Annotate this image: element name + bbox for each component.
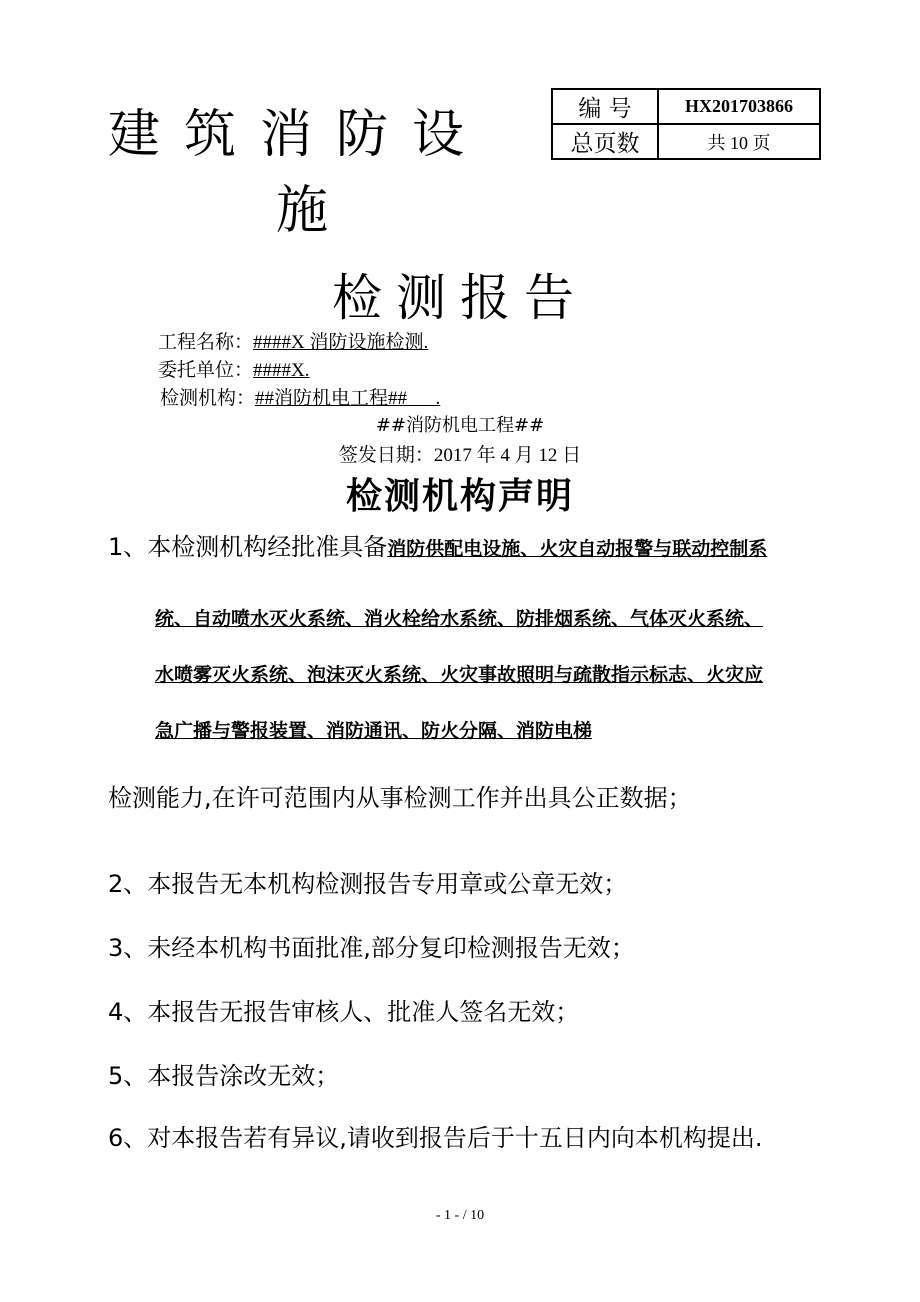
- client-value: ####X.: [253, 360, 310, 381]
- report-info-table: [551, 88, 821, 160]
- report-subtitle: 检测报告: [332, 269, 588, 327]
- client-label: 委托单位：: [158, 360, 254, 381]
- declaration-item-4: 4、本报告无报告审核人、批准人签名无效；: [108, 998, 580, 1026]
- report-number-label: 编 号: [552, 89, 658, 124]
- agency-name: ##消防机电工程##: [375, 415, 545, 436]
- report-number-value: HX201703866: [658, 89, 820, 124]
- declaration-title: 检测机构声明: [345, 476, 574, 517]
- page-indicator: - 1 - / 10: [435, 1208, 485, 1223]
- declaration-item-1-prefix: 1、本检测机构经批准具备: [108, 533, 388, 561]
- client-row: [158, 355, 310, 382]
- agency-value: ##消防机电工程## .: [255, 388, 441, 409]
- scope-line-1: 消防供配电设施、火灾自动报警与联动控制系: [387, 538, 768, 560]
- agency-label: 检测机构：: [160, 388, 256, 409]
- table-row: [552, 89, 820, 124]
- declaration-item-1: [108, 527, 767, 562]
- issue-date-label: 签发日期：: [338, 445, 434, 466]
- title-line-2: 施: [276, 181, 329, 241]
- project-name-row: [158, 327, 428, 354]
- issue-date-row: [0, 440, 920, 467]
- declaration-item-2: 2、本报告无本机构检测报告专用章或公章无效；: [108, 870, 628, 898]
- scope-line-2: 统、自动喷水灭火系统、消火栓给水系统、防排烟系统、气体灭火系统、: [155, 608, 764, 630]
- total-pages-label: 总页数: [552, 124, 658, 159]
- scope-line-3: 水喷雾灭火系统、泡沫灭火系统、火灾事故照明与疏散指示标志、火灾应: [155, 664, 764, 686]
- total-pages-value: 共 10 页: [658, 124, 820, 159]
- title-line-1: 建筑消防设: [108, 105, 489, 165]
- project-name-value: ####X 消防设施检测.: [253, 332, 429, 353]
- declaration-item-3: 3、未经本机构书面批准,部分复印检测报告无效；: [108, 934, 635, 962]
- issue-date-value: 2017 年 4 月 12 日: [433, 445, 582, 466]
- declaration-item-1-suffix: 检测能力,在许可范围内从事检测工作并出具公正数据；: [108, 784, 692, 812]
- project-name-label: 工程名称：: [158, 332, 254, 353]
- declaration-item-6: 6、对本报告若有异议,请收到报告后于十五日内向本机构提出.: [108, 1124, 763, 1152]
- declaration-item-5: 5、本报告涂改无效；: [108, 1062, 340, 1090]
- scope-line-4: 急广播与警报装置、消防通讯、防火分隔、消防电梯: [155, 720, 593, 742]
- table-row: [552, 124, 820, 159]
- agency-row: [160, 383, 440, 410]
